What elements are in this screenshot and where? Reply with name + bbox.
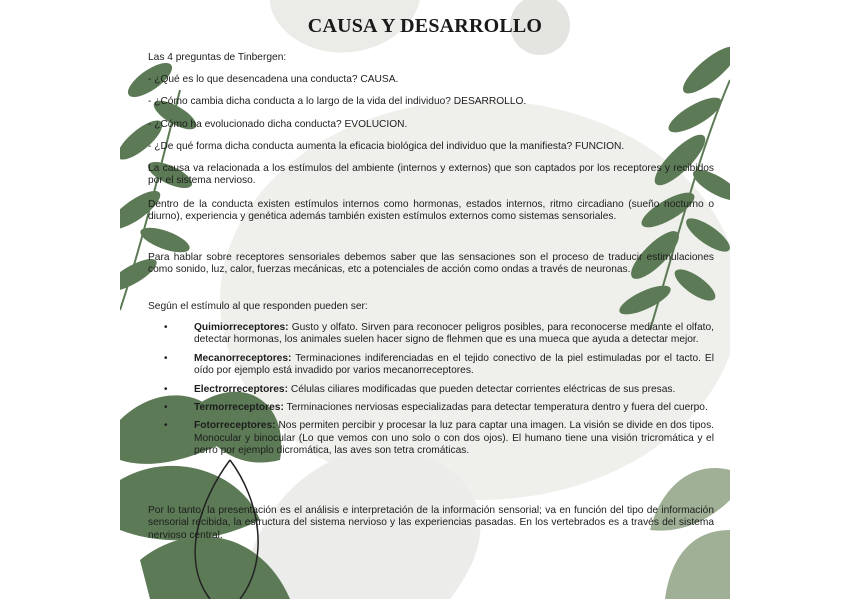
paragraph-sensations: Para hablar sobre receptores sensoriales debemos saber que las sensaciones son el proceso de traducir estimulaciones como sonido, luz, calor, fuerzas mecánicas, etc a potenciales de acción como ondas a través de neuronas.: [148, 252, 714, 276]
receptor-term: Mecanorreceptores:: [194, 352, 292, 364]
bullet-icon: •: [164, 352, 168, 364]
paragraph-conclusion: Por lo tanto, la presentación es el análisis e interpretación de la información sensorial; va en función del tipo de información sensorial recibida, la estructura del sistema nervioso y las experiencias pasadas. En los vertebrados es a través del sistema nervioso central.: [148, 505, 714, 541]
bullet-icon: •: [164, 420, 168, 432]
receptor-description: Células ciliares modificadas que pueden detectar corrientes eléctricas de sus presas.: [288, 383, 676, 395]
receptor-term: Quimiorreceptores:: [194, 322, 289, 333]
bullet-icon: •: [164, 402, 168, 414]
list-item: [148, 420, 714, 457]
receptor-term: Fotorreceptores:: [194, 420, 276, 432]
question-cause: - ¿Qué es lo que desencadena una conducta? CAUSA.: [148, 74, 399, 85]
bullet-icon: •: [164, 322, 168, 333]
receptor-description: Terminaciones indiferenciadas en el tejido conectivo de la piel estimuladas por el tacto. El oído por ejemplo está invadido por varios mecanorreceptores.: [194, 352, 714, 377]
list-item: [148, 402, 714, 414]
list-item: [148, 353, 714, 378]
receptor-list: [148, 322, 714, 464]
intro-text: Las 4 preguntas de Tinbergen:: [148, 52, 287, 63]
paragraph-types-intro: Según el estímulo al que responden pueden ser:: [148, 301, 368, 312]
bullet-icon: •: [164, 383, 168, 395]
list-item: [148, 322, 714, 347]
receptor-description: Nos permiten percibir y procesar la luz para captar una imagen. La visión se divide en dos tipos. Monocular y binocular (Lo que vemos con uno solo o con dos ojos). El humano tiene una visión tricromática y el perro por ejemplo dicromática, las aves son tetra cromáticas.: [194, 420, 714, 457]
paragraph-stimuli: Dentro de la conducta existen estímulos internos como hormonas, estados internos, ritmo circadiano (sueño nocturno o diurno), experiencia y genética además también existen estímulos externos como sistemas sensoriales.: [148, 199, 714, 223]
receptor-description: Terminaciones nerviosas especializadas para detectar temperatura dentro y fuera del cuerpo.: [283, 402, 708, 414]
question-function: - ¿De qué forma dicha conducta aumenta la eficacia biológica del individuo que la manifiesta? FUNCION.: [148, 141, 625, 152]
receptor-term: Electrorreceptores:: [194, 383, 288, 395]
page-title: CAUSA Y DESARROLLO: [307, 15, 543, 37]
document-content: [120, 0, 730, 599]
question-evolution: - ¿Cómo ha evolucionado dicha conducta? EVOLUCION.: [148, 119, 408, 130]
document-page: [120, 0, 730, 599]
receptor-term: Termorreceptores:: [194, 402, 284, 414]
paragraph-cause: La causa va relacionada a los estímulos del ambiente (internos y externos) que son captados por los receptores y recibidos por el sistema nervioso.: [148, 163, 714, 187]
receptor-description: Gusto y olfato. Sirven para reconocer peligros posibles, para reconocerse mediante el olfato, detectar hormonas, los animales suelen hacer signo de flehmen que es una mueca que ayuda a detectar mejor.: [194, 322, 714, 346]
question-development: - ¿Cómo cambia dicha conducta a lo largo de la vida del individuo? DESARROLLO.: [148, 96, 527, 107]
list-item: [148, 384, 714, 396]
